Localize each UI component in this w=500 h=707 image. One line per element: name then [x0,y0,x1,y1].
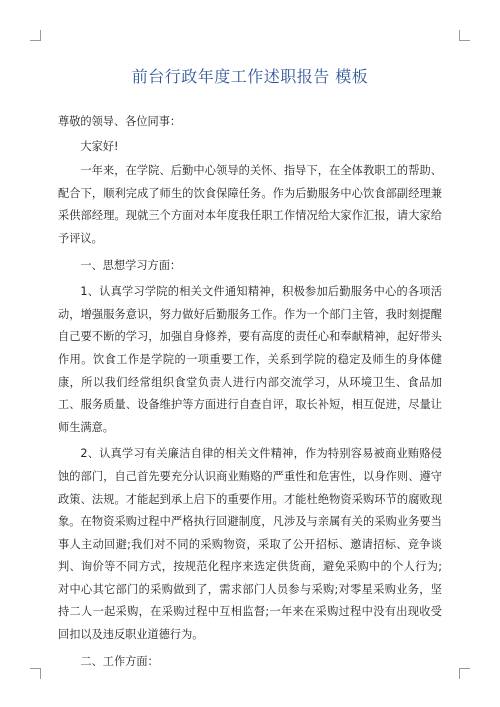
crop-mark-top-right [459,30,470,41]
document-title: 前台行政年度工作述职报告 模板 [131,67,369,86]
document-body [58,111,442,673]
salutation: 尊敬的领导、各位同事： [58,115,182,128]
crop-mark-top-left [30,30,41,41]
crop-mark-bottom-left [30,668,41,679]
study-paragraph-1: 1、认真学习学院的相关文件通知精神，积极参加后勤服务中心的各项活动，增强服务意识，努力做好后勤服务工作。作为一个部门主管，我时刻提醒自己要不断的学习，加强自身修养，要有高度的责任心和奉献精神，起好带头作用。饮食工作是学院的一项重要工作，关系到学院的稳定及师生的身体健康，所以我们经常组织食堂负责人进行内部交流学习，从环境卫生、食品加工、服务质量、设备维护等方面进行自查自评，取长补短，相互促进，尽量让师生满意。 [58,285,442,434]
study-paragraph-2: 2、认真学习有关廉洁自律的相关文件精神，作为特别容易被商业贿赂侵蚀的部门，自己首先要充分认识商业贿赂的严重性和危害性，以身作则、遵守政策、法规。才能起到承上启下的重要作用。才能杜绝物资采购环节的腐败现象。在物资采购过程中严格执行回避制度，凡涉及与亲属有关的采购业务要当事人主动回避;我们对不同的采购物资，采取了公开招标、邀请招标、竞争谈判、询价等不同方式，按规范化程序来选定供货商，避免采购中的个人行为;对中心其它部门的采购做到了，需求部门人员参与采购;对零星采购业务，坚持二人一起采购，在采购过程中互相监督;一年来在采购过程中没有出现收受回扣以及违反职业道德行为。 [58,447,442,642]
section-heading-2: 二、工作方面： [80,654,159,668]
section-heading-1: 一、思想学习方面： [80,258,182,272]
intro-paragraph: 一年来，在学院、后勤中心领导的关怀、指导下，在全体教职工的帮助、配合下，顺利完成了师生的饮食保障任务。作为后勤服务中心饮食部副经理兼采供部经理。现就三个方面对本年度我任职工作情况给大家作汇报，请大家给予评议。 [58,164,442,245]
greeting: 大家好! [80,139,119,153]
crop-mark-bottom-right [459,668,470,679]
